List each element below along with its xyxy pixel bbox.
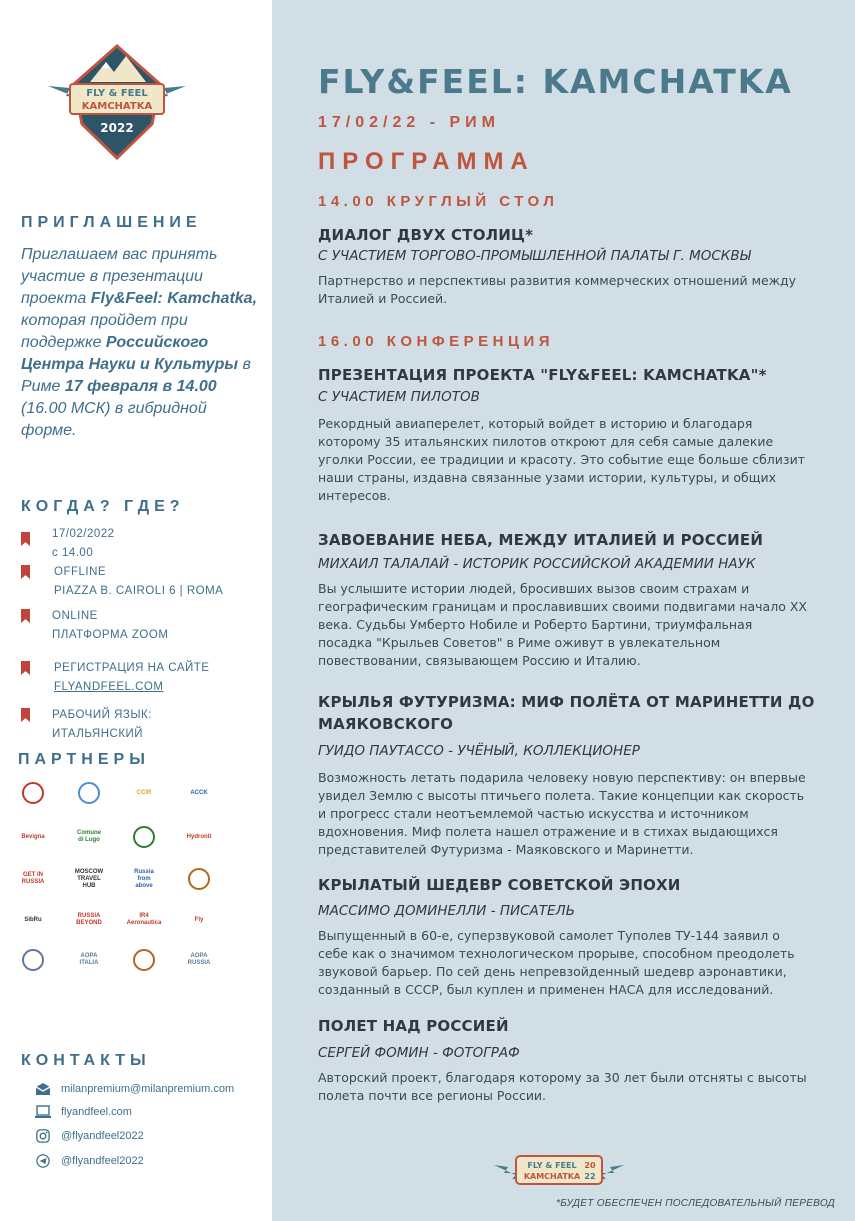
event-subtitle: СЕРГЕЙ ФОМИН - ФОТОГРАФ — [318, 1045, 520, 1061]
partners-heading: ПАРТНЕРЫ — [18, 751, 150, 768]
instagram-text: @flyandfeel2022 — [61, 1130, 144, 1142]
event-description: Возможность летать подарила человеку новую перспективу: он впервые увидел Землю с высоты птичьего полета. Такие концепции как скорость и прогресс стали неотъемлемой частью искусства и источником вдохновения. Миф полета нашел отражение и в стихах выдающихся представителей Футуризма - Маяковского и Маринетти. — [318, 770, 806, 857]
telegram-icon — [35, 1154, 51, 1168]
offline-label: OFFLINE — [54, 566, 107, 578]
svg-text:KAMCHATKA: KAMCHATKA — [523, 1172, 581, 1181]
sidebar — [0, 0, 272, 1221]
event-subtitle: МИХАИЛ ТАЛАЛАЙ - ИСТОРИК РОССИЙСКОЙ АКАДЕМИИ НАУК — [318, 556, 756, 572]
date-row — [21, 525, 266, 565]
invitation-text: Приглашаем вас принять участие в презентации проекта Fly&Feel: Kamchatka, которая пройдет при поддержке Российского Центра Науки и Культуры в Риме 17 февраля в 14.00 (16.00 МСК) в гибридной форме. — [21, 246, 258, 439]
date-place: 17/02/22 - РИМ — [318, 114, 500, 131]
registration-label: РЕГИСТРАЦИЯ НА САЙТЕ — [54, 662, 210, 674]
center-name: Российского Центра Науки и Культуры — [21, 334, 238, 373]
partner-logo: SibRu — [24, 916, 42, 923]
online-label: ONLINE — [52, 610, 98, 622]
partner-logo: Bevigna — [21, 833, 45, 840]
event-description: Рекордный авиаперелет, который войдет в историю и благодаря которому 35 итальянских пилотов откроют для себя самые далекие уголки России, ее традиции и красоту. Это событие еще больше сблизит наши страны, издавна связанные узами истории, культуры, и общих интересов. — [318, 416, 805, 503]
logo-year: 2022 — [100, 121, 134, 135]
fly-and-feel-logo — [48, 44, 186, 162]
logo-line1: FLY & FEEL — [86, 88, 148, 99]
contact-telegram[interactable] — [35, 1153, 265, 1173]
partner-logo: Fly — [194, 916, 204, 923]
event-subtitle: ГУИДО ПАУТАССО - УЧЁНЫЙ, КОЛЛЕКЦИОНЕР — [318, 743, 640, 759]
page-title: FLY&FEEL: KAMCHATKA — [318, 62, 793, 101]
event-time: с 14.00 — [52, 547, 94, 559]
email-text: milanpremium@milanpremium.com — [61, 1083, 235, 1095]
partner-logo: CCIR — [136, 789, 152, 796]
program-heading: ПРОГРАММА — [318, 148, 535, 175]
event-title: КРЫЛАТЫЙ ШЕДЕВР СОВЕТСКОЙ ЭПОХИ — [318, 876, 681, 894]
partner-logo: IR4 Aeronautica — [126, 913, 162, 926]
event-title: КРЫЛЬЯ ФУТУРИЗМА: МИФ ПОЛЁТА ОТ МАРИНЕТТИ ДО МАЯКОВСКОГО — [318, 693, 815, 733]
event-title: ЗАВОЕВАНИЕ НЕБА, МЕЖДУ ИТАЛИЕЙ И РОССИЕЙ — [318, 531, 764, 549]
contacts-heading: КОНТАКТЫ — [21, 1052, 151, 1069]
email-icon — [35, 1082, 51, 1096]
instagram-icon — [35, 1129, 51, 1143]
partner-logo: Hydronit — [186, 833, 212, 840]
language-value: ИТАЛЬЯНСКИЙ — [52, 728, 144, 740]
partner-logo — [18, 947, 48, 973]
partner-logo: AOPA ITALIA — [79, 953, 99, 966]
language-label: РАБОЧИЙ ЯЗЫК: — [52, 709, 152, 721]
translation-footnote: *БУДЕТ ОБЕСПЕЧЕН ПОСЛЕДОВАТЕЛЬНЫЙ ПЕРЕВОД — [556, 1198, 835, 1209]
offline-row — [21, 563, 266, 603]
event-description: Партнерство и перспективы развития коммерческих отношений между Италией и Россией. — [318, 273, 797, 306]
main-content — [272, 0, 855, 1221]
bookmark-icon — [21, 565, 30, 579]
bookmark-icon — [21, 532, 30, 546]
partner-logo: RUSSIA BEYOND — [76, 913, 102, 926]
svg-text:20: 20 — [584, 1161, 596, 1170]
address: PIAZZA B. CAIROLI 6 | ROMA — [54, 585, 224, 597]
invitation-heading: ПРИГЛАШЕНИЕ — [21, 214, 202, 231]
section-conference: 16.00 КОНФЕРЕНЦИЯ — [318, 333, 555, 350]
partner-logo: MOSCOW TRAVEL HUB — [74, 868, 104, 889]
svg-text:FLY & FEEL: FLY & FEEL — [527, 1161, 577, 1170]
event-title: ПОЛЕТ НАД РОССИЕЙ — [318, 1017, 509, 1035]
registration-row — [21, 659, 266, 699]
contact-website[interactable] — [35, 1104, 265, 1124]
contact-email[interactable] — [35, 1081, 265, 1101]
online-row — [21, 607, 266, 647]
platform: ПЛАТФОРМА ZOOM — [52, 629, 169, 641]
event-subtitle: С УЧАСТИЕМ ТОРГОВО-ПРОМЫШЛЕННОЙ ПАЛАТЫ Г. МОСКВЫ — [318, 248, 751, 264]
partner-logo — [184, 866, 214, 892]
logo-line2: KAMCHATKA — [81, 101, 153, 112]
event-description: Вы услышите истории людей, бросивших вызов своим страхам и географическим границам и прославивших своими подвигами начало XX века. Судьбы Умберто Нобиле и Роберто Бартини, триумфальная посадка "Крыльев Советов" в Риме оживут в увлекательном повествовании, связывающем Россию и Италию. — [318, 581, 807, 668]
bookmark-icon — [21, 661, 30, 675]
bottom-logo — [494, 1153, 624, 1187]
brand-name: Fly&Feel: Kamchatka, — [90, 290, 258, 307]
event-description: Выпущенный в 60-е, суперзвуковой самолет Туполев ТУ-144 заявил о себе как о значимом технологическом прорыве, способном преодолеть звуковой барьер. По сей день непревзойденный шедевр аэронавтики, созданный в СССР, был куплен и применен НАСА для исследований. — [318, 928, 795, 997]
partner-logo — [129, 824, 159, 850]
event-title: ДИАЛОГ ДВУХ СТОЛИЦ* — [318, 226, 534, 244]
event-subtitle: С УЧАСТИЕМ ПИЛОТОВ — [318, 389, 480, 405]
laptop-icon — [35, 1105, 51, 1119]
where-heading: КОГДА? ГДЕ? — [21, 498, 185, 515]
partner-logo: Comune di Lugo — [77, 830, 101, 843]
partner-logo — [129, 947, 159, 973]
telegram-text: @flyandfeel2022 — [61, 1155, 144, 1167]
event-date: 17/02/2022 — [52, 528, 115, 540]
section-round-table: 14.00 КРУГЛЫЙ СТОЛ — [318, 193, 559, 210]
contact-instagram[interactable] — [35, 1128, 265, 1148]
partner-logo — [74, 780, 104, 806]
website-text: flyandfeel.com — [61, 1106, 132, 1118]
bookmark-icon — [21, 609, 30, 623]
partner-logo: Russia from above — [134, 868, 154, 889]
event-datetime: 17 февраля в 14.00 — [64, 378, 217, 395]
partner-logo: GET IN RUSSIA — [21, 872, 45, 885]
language-row — [21, 706, 266, 746]
event-description: Авторский проект, благодаря которому за 30 лет были отсняты с высоты полета почти все регионы России. — [318, 1070, 807, 1103]
partner-logo — [18, 780, 48, 806]
partner-logo: AOPA RUSSIA — [187, 953, 211, 966]
event-title: ПРЕЗЕНТАЦИЯ ПРОЕКТА "FLY&FEEL: KAMCHATKA"* — [318, 366, 767, 384]
registration-link[interactable]: FLYANDFEEL.COM — [54, 681, 164, 693]
bookmark-icon — [21, 708, 30, 722]
svg-text:22: 22 — [584, 1172, 596, 1181]
event-subtitle: МАССИМО ДОМИНЕЛЛИ - ПИСАТЕЛЬ — [318, 903, 575, 919]
partner-logo: ACCK — [190, 789, 208, 796]
